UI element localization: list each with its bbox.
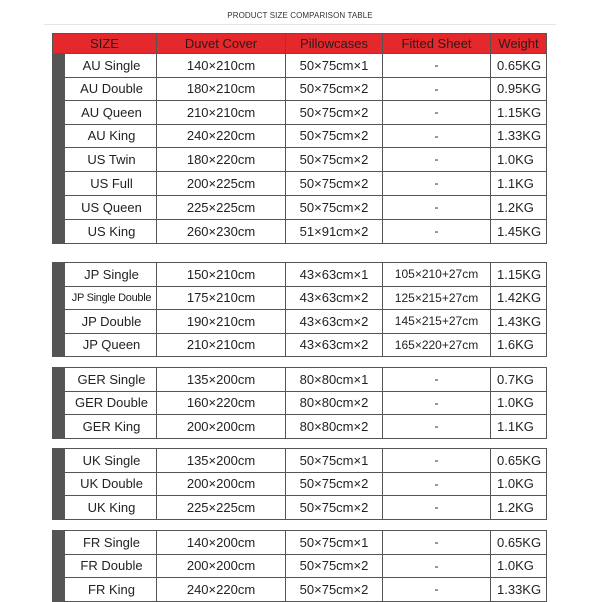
- group-bar: [53, 148, 65, 244]
- cell-fitted-sheet: -: [383, 472, 491, 496]
- cell-size: JP Double: [65, 310, 157, 334]
- cell-size: UK Double: [65, 472, 157, 496]
- cell-duvet-cover: 180×220cm: [157, 148, 286, 172]
- cell-fitted-sheet: -: [383, 554, 491, 578]
- cell-fitted-sheet: 105×210+27cm: [383, 263, 491, 287]
- cell-pillowcases: 50×75cm×1: [286, 54, 383, 78]
- cell-duvet-cover: 150×210cm: [157, 263, 286, 287]
- cell-duvet-cover: 200×200cm: [157, 415, 286, 439]
- cell-size: GER Single: [65, 368, 157, 392]
- cell-fitted-sheet: -: [383, 124, 491, 148]
- cell-fitted-sheet: -: [383, 391, 491, 415]
- cell-pillowcases: 50×75cm×2: [286, 124, 383, 148]
- table-row: [53, 496, 547, 520]
- cell-fitted-sheet: -: [383, 54, 491, 78]
- cell-size: US Full: [65, 171, 157, 195]
- cell-weight: 1.0KG: [491, 148, 547, 172]
- cell-duvet-cover: 190×210cm: [157, 310, 286, 334]
- size-table-group: [52, 530, 547, 602]
- cell-pillowcases: 50×75cm×2: [286, 472, 383, 496]
- cell-weight: 1.2KG: [491, 195, 547, 219]
- cell-weight: 1.33KG: [491, 124, 547, 148]
- cell-fitted-sheet: -: [383, 148, 491, 172]
- cell-duvet-cover: 140×200cm: [157, 531, 286, 555]
- table-row: [53, 148, 547, 172]
- cell-pillowcases: 50×75cm×2: [286, 148, 383, 172]
- cell-weight: 1.33KG: [491, 578, 547, 602]
- cell-fitted-sheet: -: [383, 368, 491, 392]
- cell-size: GER King: [65, 415, 157, 439]
- header-duvet-cover: Duvet Cover: [157, 34, 286, 54]
- header-weight: Weight: [491, 34, 547, 54]
- size-table-group: [52, 448, 547, 520]
- cell-fitted-sheet: -: [383, 415, 491, 439]
- cell-fitted-sheet: -: [383, 496, 491, 520]
- table-row: [53, 578, 547, 602]
- table-row: [53, 195, 547, 219]
- cell-weight: 1.0KG: [491, 391, 547, 415]
- cell-duvet-cover: 200×225cm: [157, 171, 286, 195]
- cell-duvet-cover: 210×210cm: [157, 333, 286, 357]
- cell-size: JP Queen: [65, 333, 157, 357]
- cell-fitted-sheet: 165×220+27cm: [383, 333, 491, 357]
- cell-pillowcases: 50×75cm×2: [286, 578, 383, 602]
- cell-pillowcases: 50×75cm×2: [286, 171, 383, 195]
- table-row: [53, 554, 547, 578]
- cell-size: JP Single: [65, 263, 157, 287]
- table-row: [53, 368, 547, 392]
- group-bar: [53, 531, 65, 602]
- cell-fitted-sheet: -: [383, 219, 491, 243]
- group-bar: [53, 449, 65, 520]
- cell-pillowcases: 80×80cm×1: [286, 368, 383, 392]
- cell-fitted-sheet: -: [383, 101, 491, 125]
- cell-size: FR Double: [65, 554, 157, 578]
- cell-pillowcases: 50×75cm×1: [286, 449, 383, 473]
- cell-duvet-cover: 210×210cm: [157, 101, 286, 125]
- cell-size: US Twin: [65, 148, 157, 172]
- cell-pillowcases: 50×75cm×2: [286, 101, 383, 125]
- cell-pillowcases: 50×75cm×2: [286, 77, 383, 101]
- cell-weight: 0.95KG: [491, 77, 547, 101]
- size-table-group: [52, 147, 547, 244]
- cell-pillowcases: 43×63cm×2: [286, 333, 383, 357]
- cell-weight: 1.2KG: [491, 496, 547, 520]
- cell-weight: 0.65KG: [491, 449, 547, 473]
- header-row: [53, 34, 547, 54]
- cell-fitted-sheet: 145×215+27cm: [383, 310, 491, 334]
- cell-pillowcases: 43×63cm×2: [286, 310, 383, 334]
- cell-duvet-cover: 175×210cm: [157, 286, 286, 310]
- table-row: [53, 124, 547, 148]
- cell-weight: 1.6KG: [491, 333, 547, 357]
- cell-fitted-sheet: -: [383, 449, 491, 473]
- table-row: [53, 531, 547, 555]
- cell-pillowcases: 50×75cm×2: [286, 496, 383, 520]
- cell-weight: 1.0KG: [491, 554, 547, 578]
- cell-size: US Queen: [65, 195, 157, 219]
- cell-size: AU King: [65, 124, 157, 148]
- cell-duvet-cover: 200×200cm: [157, 554, 286, 578]
- table-row: [53, 101, 547, 125]
- header-fitted-sheet: Fitted Sheet: [383, 34, 491, 54]
- size-table-group: [52, 262, 547, 357]
- cell-size: AU Queen: [65, 101, 157, 125]
- title-divider: [44, 24, 556, 25]
- cell-weight: 1.1KG: [491, 415, 547, 439]
- cell-fitted-sheet: -: [383, 531, 491, 555]
- cell-size: GER Double: [65, 391, 157, 415]
- cell-duvet-cover: 260×230cm: [157, 219, 286, 243]
- group-bar: [53, 54, 65, 148]
- table-row: [53, 219, 547, 243]
- cell-size: JP Single Double: [65, 286, 157, 310]
- size-table-group: [52, 367, 547, 439]
- cell-size: UK King: [65, 496, 157, 520]
- cell-duvet-cover: 135×200cm: [157, 368, 286, 392]
- cell-duvet-cover: 225×225cm: [157, 195, 286, 219]
- cell-weight: 1.0KG: [491, 472, 547, 496]
- cell-pillowcases: 50×75cm×1: [286, 531, 383, 555]
- cell-weight: 1.15KG: [491, 101, 547, 125]
- table-row: [53, 263, 547, 287]
- cell-weight: 1.15KG: [491, 263, 547, 287]
- cell-size: AU Double: [65, 77, 157, 101]
- cell-duvet-cover: 140×210cm: [157, 54, 286, 78]
- table-row: [53, 472, 547, 496]
- cell-duvet-cover: 180×210cm: [157, 77, 286, 101]
- cell-pillowcases: 50×75cm×2: [286, 554, 383, 578]
- cell-weight: 0.65KG: [491, 54, 547, 78]
- cell-pillowcases: 43×63cm×2: [286, 286, 383, 310]
- cell-duvet-cover: 225×225cm: [157, 496, 286, 520]
- cell-fitted-sheet: -: [383, 578, 491, 602]
- cell-duvet-cover: 200×200cm: [157, 472, 286, 496]
- cell-size: AU Single: [65, 54, 157, 78]
- cell-size: FR Single: [65, 531, 157, 555]
- table-row: [53, 171, 547, 195]
- cell-weight: 1.43KG: [491, 310, 547, 334]
- cell-weight: 1.1KG: [491, 171, 547, 195]
- cell-weight: 0.7KG: [491, 368, 547, 392]
- table-row: [53, 391, 547, 415]
- page-title: PRODUCT SIZE COMPARISON TABLE: [227, 11, 373, 20]
- cell-pillowcases: 43×63cm×1: [286, 263, 383, 287]
- table-row: [53, 415, 547, 439]
- cell-pillowcases: 50×75cm×2: [286, 195, 383, 219]
- cell-duvet-cover: 240×220cm: [157, 578, 286, 602]
- cell-pillowcases: 51×91cm×2: [286, 219, 383, 243]
- cell-fitted-sheet: 125×215+27cm: [383, 286, 491, 310]
- cell-weight: 1.45KG: [491, 219, 547, 243]
- cell-size: US King: [65, 219, 157, 243]
- group-bar: [53, 263, 65, 357]
- table-row: [53, 333, 547, 357]
- cell-duvet-cover: 240×220cm: [157, 124, 286, 148]
- cell-fitted-sheet: -: [383, 171, 491, 195]
- header-size: SIZE: [53, 34, 157, 54]
- group-bar: [53, 368, 65, 439]
- cell-pillowcases: 80×80cm×2: [286, 415, 383, 439]
- table-row: [53, 286, 547, 310]
- cell-weight: 1.42KG: [491, 286, 547, 310]
- cell-weight: 0.65KG: [491, 531, 547, 555]
- cell-fitted-sheet: -: [383, 195, 491, 219]
- cell-size: FR King: [65, 578, 157, 602]
- cell-duvet-cover: 135×200cm: [157, 449, 286, 473]
- table-row: [53, 310, 547, 334]
- cell-duvet-cover: 160×220cm: [157, 391, 286, 415]
- table-row: [53, 449, 547, 473]
- cell-fitted-sheet: -: [383, 77, 491, 101]
- cell-pillowcases: 80×80cm×2: [286, 391, 383, 415]
- cell-size: UK Single: [65, 449, 157, 473]
- header-pillowcases: Pillowcases: [286, 34, 383, 54]
- table-row: [53, 77, 547, 101]
- table-row: [53, 54, 547, 78]
- size-table-group: [52, 33, 547, 148]
